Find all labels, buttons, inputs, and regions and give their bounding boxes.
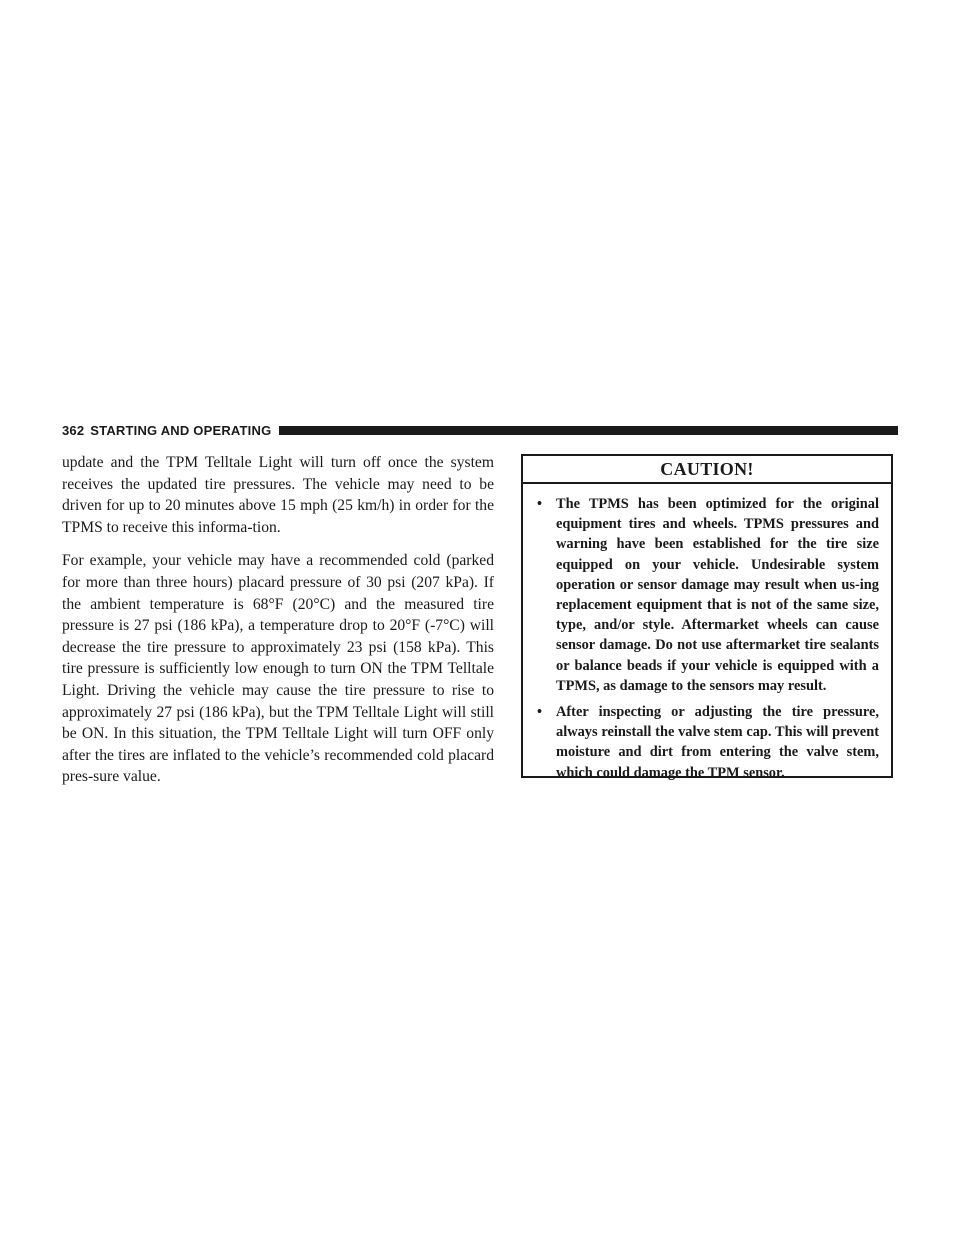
bullet-icon: • <box>537 496 543 512</box>
section-title: STARTING AND OPERATING <box>90 422 272 438</box>
caution-box <box>521 454 893 781</box>
caution-list <box>523 484 891 783</box>
caution-item-text: The TPMS has been optimized for the original equipment tires and wheels. TPMS pressures and warning have been established for the tire size equipped on your vehicle. Undesirable system operation or sensor damage may result when us-ing replacement equipment that is not of the same size, type, and/or style. Aftermarket wheels can cause sensor damage. Do not use aftermarket tire sealants or balance beads if your vehicle is equipped with a TPMS, as damage to the sensors may result. <box>556 496 879 694</box>
caution-item <box>537 494 879 696</box>
body-text-column <box>62 452 494 800</box>
body-paragraph: For example, your vehicle may have a recommended cold (parked for more than three hours) placard pressure of 30 psi (207 kPa). If the ambient temperature is 68°F (20°C) and the measured tire pressure is 27 psi (186 kPa), a temperature drop to 20°F (-7°C) will decrease the tire pressure to approximately 23 psi (158 kPa). This tire pressure is sufficiently low enough to turn ON the TPM Telltale Light. Driving the vehicle may cause the tire pressure to rise to approximately 27 psi (186 kPa), but the TPM Telltale Light will still be ON. In this situation, the TPM Telltale Light will turn OFF only after the tires are inflated to the vehicle’s recommended cold placard pres-sure value. <box>62 552 494 786</box>
caution-item-text: After inspecting or adjusting the tire pressure, always reinstall the valve stem cap. This will prevent moisture and dirt from entering the valve stem, which could damage the TPM sensor. <box>556 704 879 781</box>
caution-title: CAUTION! <box>523 456 891 484</box>
caution-item <box>537 702 879 783</box>
body-paragraph: update and the TPM Telltale Light will turn off once the system receives the updated tire pressures. The vehicle may need to be driven for up to 20 minutes above 15 mph (25 km/h) in order for the TPMS to receive this informa-tion. <box>62 454 494 536</box>
header-rule <box>279 426 898 435</box>
bullet-icon: • <box>537 704 543 721</box>
page-header <box>62 421 898 439</box>
page-number: 362 <box>62 422 85 438</box>
